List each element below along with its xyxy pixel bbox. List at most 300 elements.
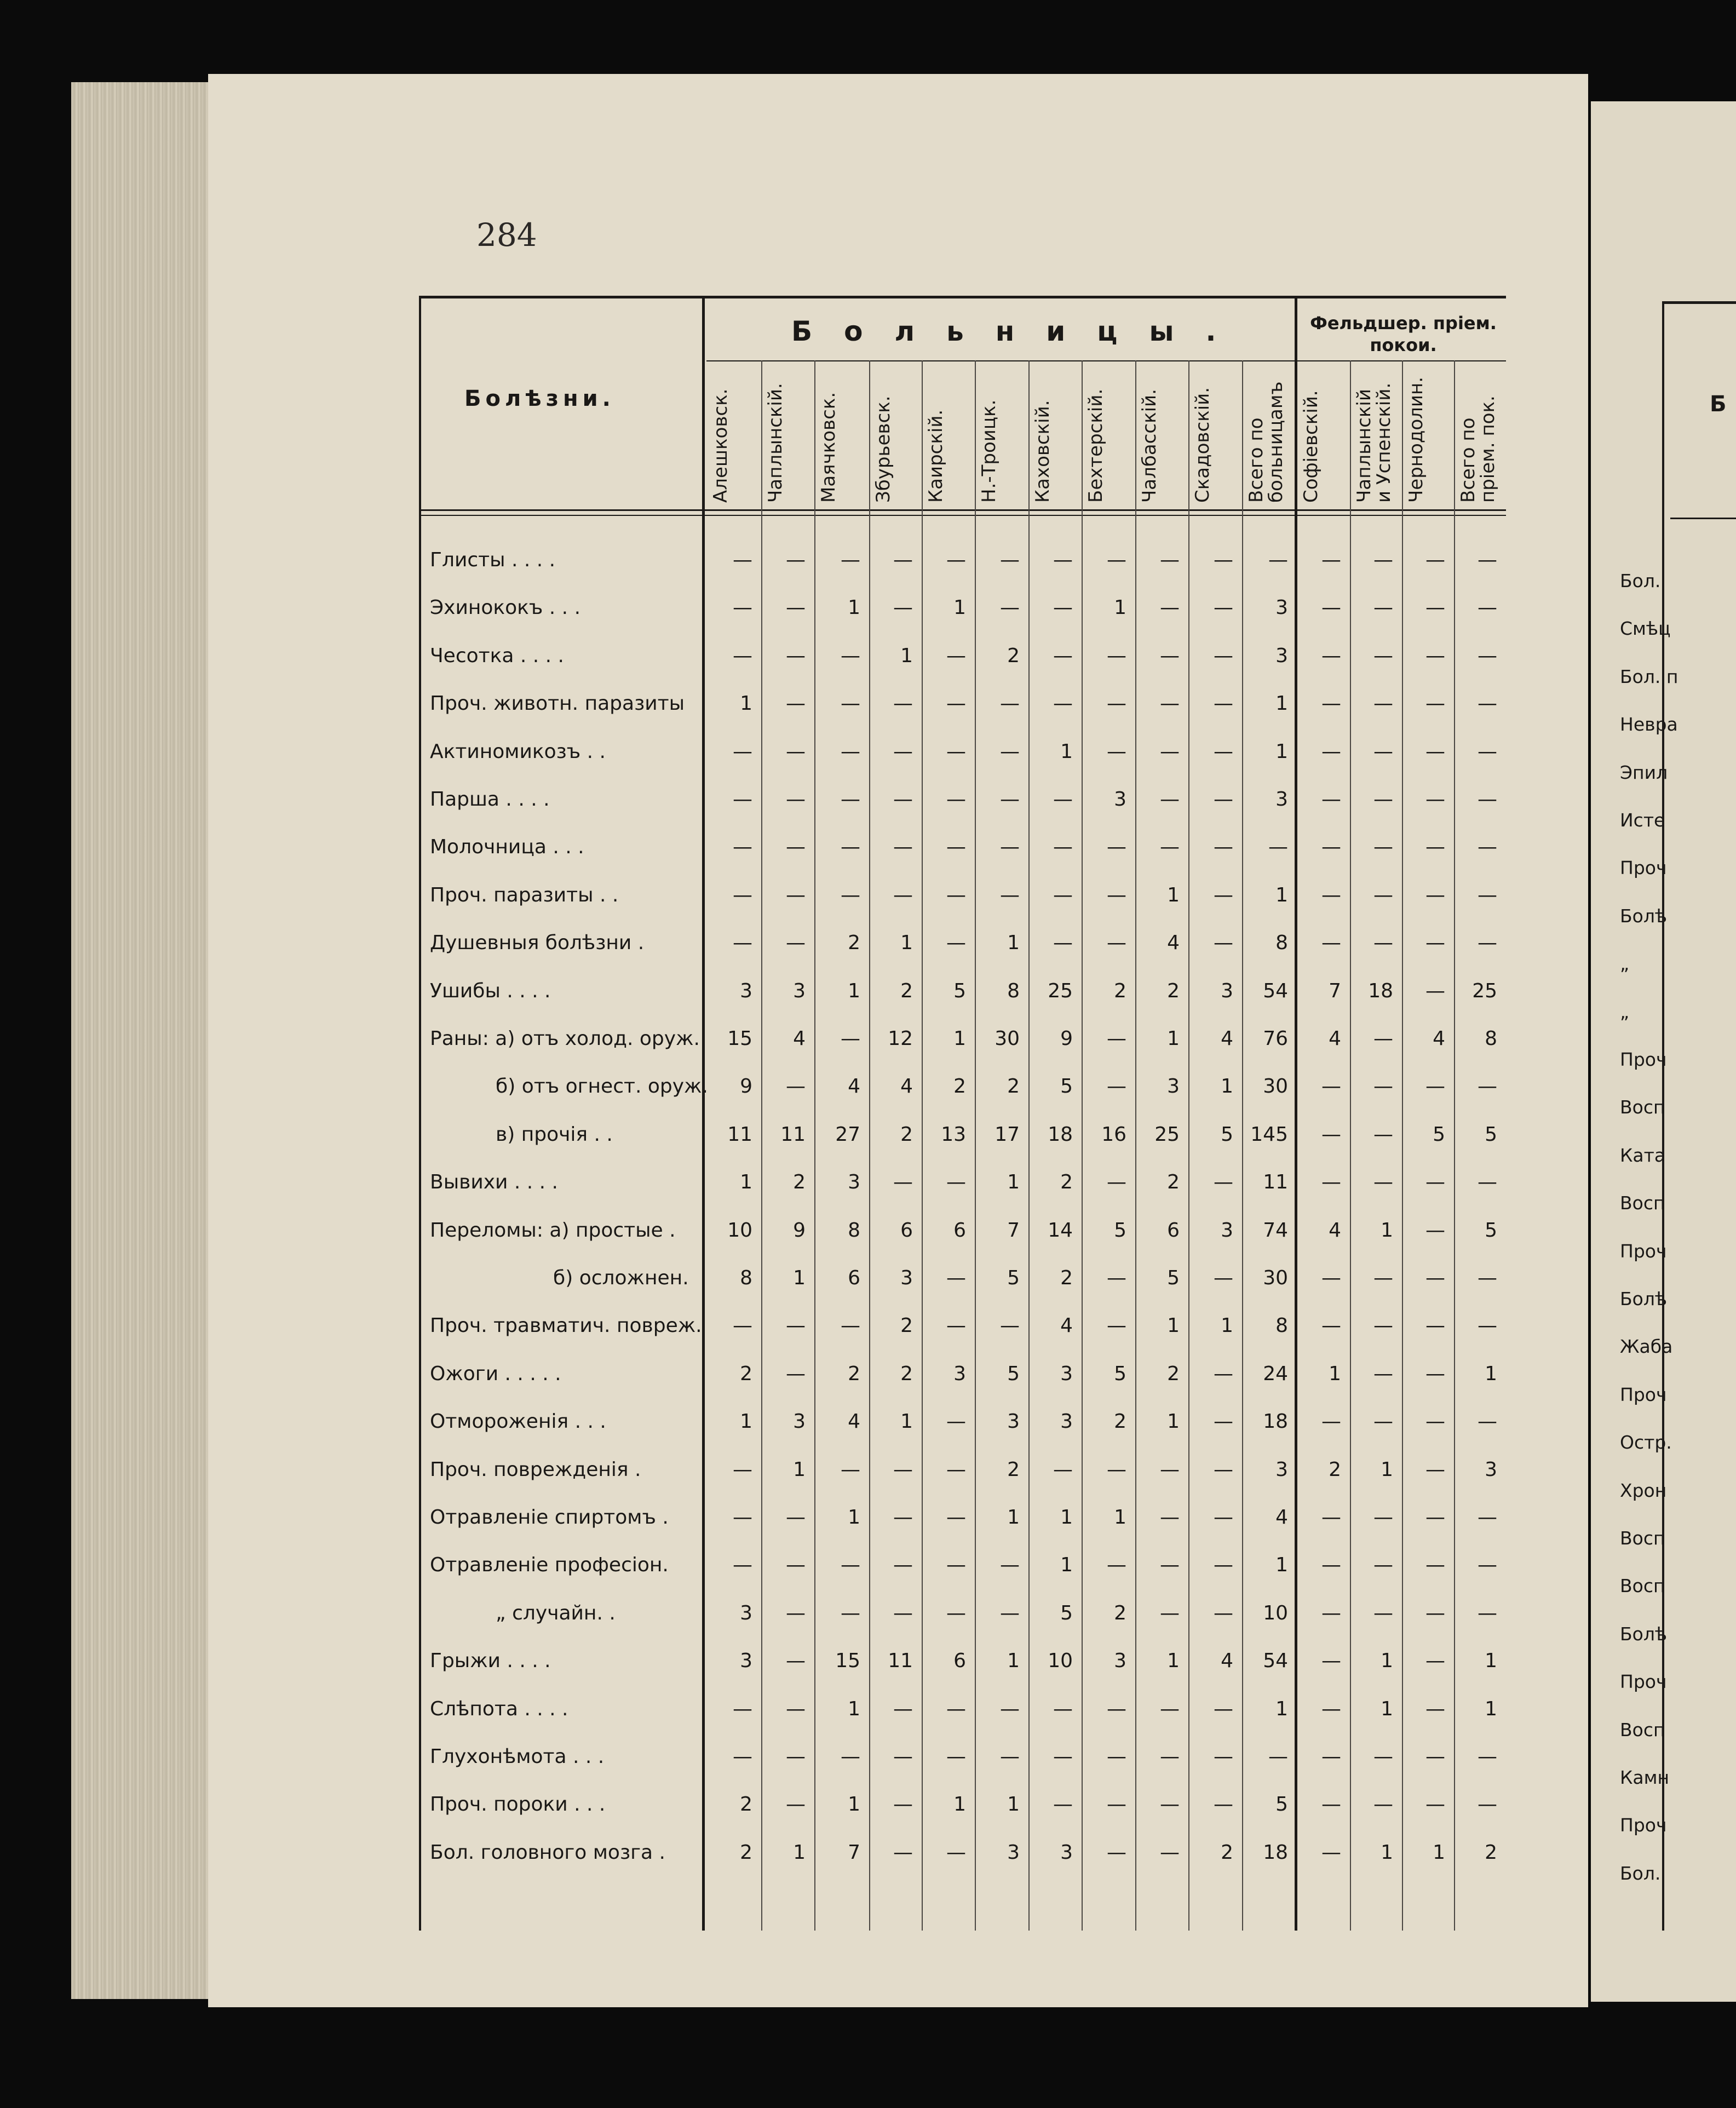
table-cell: — <box>1160 644 1180 667</box>
table-cell: 1 <box>1007 1506 1020 1529</box>
table-cell: 3 <box>1007 1410 1020 1433</box>
table-cell: 4 <box>793 1027 806 1050</box>
table-cell: — <box>1107 1458 1126 1481</box>
table-cell: 1 <box>1381 1697 1393 1720</box>
table-cell: 5 <box>1007 1362 1020 1385</box>
table-cell: — <box>1425 1458 1445 1481</box>
column-header: Каховскій. <box>1032 400 1054 503</box>
table-cell: 3 <box>953 1362 966 1385</box>
table-cell: — <box>1425 1314 1445 1337</box>
table-cell: 1 <box>1275 883 1288 906</box>
table-cell: — <box>1053 644 1073 667</box>
table-cell: 7 <box>1007 1219 1020 1242</box>
column-header: Всего по пріем. пок. <box>1457 395 1499 503</box>
table-cell: 3 <box>793 1410 806 1433</box>
table-cell: 2 <box>1167 1362 1180 1385</box>
table-cell: 4 <box>848 1075 860 1098</box>
row-label: в) прочія . . <box>496 1123 613 1146</box>
table-cell: — <box>786 740 806 763</box>
column-rule-13 <box>1402 360 1403 1931</box>
table-cell: — <box>1107 1314 1126 1337</box>
table-cell: — <box>786 692 806 715</box>
table-cell: — <box>946 883 966 906</box>
table-cell: 25 <box>1154 1123 1180 1146</box>
table-cell: — <box>893 1745 913 1768</box>
right-page-row-label: Восп <box>1620 1719 1665 1741</box>
table-cell: 2 <box>848 1362 860 1385</box>
table-cell: 9 <box>793 1219 806 1242</box>
table-cell: — <box>946 1458 966 1481</box>
table-cell: 1 <box>1007 1171 1020 1194</box>
table-cell: 1 <box>953 596 966 619</box>
table-cell: — <box>1160 788 1180 811</box>
column-rule-9 <box>1188 360 1189 1931</box>
table-cell: 3 <box>848 1171 860 1194</box>
table-cell: — <box>1107 836 1126 859</box>
table-cell: 1 <box>793 1841 806 1864</box>
column-rule-10 <box>1242 360 1243 1931</box>
table-cell: — <box>841 1458 860 1481</box>
table-cell: — <box>1478 740 1497 763</box>
table-cell: 1 <box>740 692 752 715</box>
right-page-row-label: Ката <box>1620 1144 1666 1166</box>
table-cell: 6 <box>1167 1219 1180 1242</box>
table-cell: — <box>1373 883 1393 906</box>
table-cell: — <box>1160 1458 1180 1481</box>
table-cell: — <box>893 740 913 763</box>
table-cell: — <box>946 1506 966 1529</box>
right-page-row-label: Восп <box>1620 1192 1665 1214</box>
row-label: Чесотка . . . . <box>430 644 564 667</box>
table-cell: — <box>946 1745 966 1768</box>
table-cell: 3 <box>1114 788 1126 811</box>
table-cell: — <box>1214 1458 1233 1481</box>
table-cell: 5 <box>953 979 966 1002</box>
table-cell: 1 <box>1329 1362 1341 1385</box>
table-cell: — <box>1107 883 1126 906</box>
row-label: Ожоги . . . . . <box>430 1362 561 1385</box>
table-cell: 4 <box>1167 932 1180 955</box>
row-label: Вывихи . . . . <box>430 1171 558 1194</box>
table-cell: 1 <box>1485 1697 1497 1720</box>
right-page-row-label: Проч <box>1620 1671 1667 1693</box>
table-cell: — <box>1000 788 1020 811</box>
table-cell: — <box>1373 740 1393 763</box>
table-cell: 1 <box>953 1027 966 1050</box>
table-cell: 8 <box>848 1219 860 1242</box>
table-cell: — <box>1321 692 1341 715</box>
table-cell: — <box>841 1027 860 1050</box>
column-rule-2 <box>814 360 815 1931</box>
table-cell: — <box>1425 1506 1445 1529</box>
table-cell: — <box>893 1506 913 1529</box>
table-cell: 4 <box>1329 1027 1341 1050</box>
table-cell: 5 <box>1114 1219 1126 1242</box>
table-cell: — <box>1425 1410 1445 1433</box>
table-cell: — <box>893 788 913 811</box>
table-cell: — <box>1321 1554 1341 1577</box>
table-cell: — <box>946 1171 966 1194</box>
table-cell: 2 <box>1167 979 1180 1002</box>
column-rule-14 <box>1454 360 1455 1931</box>
table-cell: — <box>1214 1793 1233 1816</box>
table-cell: — <box>1160 692 1180 715</box>
table-cell: — <box>1425 1793 1445 1816</box>
table-cell: — <box>946 549 966 571</box>
table-cell: 11 <box>780 1123 806 1146</box>
table-cell: — <box>1373 1601 1393 1624</box>
table-cell: — <box>841 883 860 906</box>
table-cell: 1 <box>848 1793 860 1816</box>
table-cell: 2 <box>900 1123 913 1146</box>
table-cell: — <box>1053 1745 1073 1768</box>
table-cell: — <box>1107 1745 1126 1768</box>
table-cell: — <box>1425 1601 1445 1624</box>
table-cell: — <box>1107 740 1126 763</box>
column-rule-8 <box>1135 360 1136 1931</box>
table-cell: 1 <box>1167 1650 1180 1673</box>
right-page-row-label: Бол. <box>1620 570 1661 591</box>
column-header: Маячковск. <box>818 392 840 503</box>
table-cell: 2 <box>900 979 913 1002</box>
table-cell: — <box>1373 1362 1393 1385</box>
table-cell: 1 <box>740 1171 752 1194</box>
table-cell: 2 <box>740 1841 752 1864</box>
table-cell: 4 <box>1275 1506 1288 1529</box>
table-cell: — <box>1478 1601 1497 1624</box>
group-subheader-rule <box>706 360 1506 361</box>
right-page-row-label: Камн <box>1620 1767 1670 1788</box>
table-cell: — <box>946 932 966 955</box>
right-page-row-label: Болѣ <box>1620 1288 1668 1309</box>
table-cell: 5 <box>1167 1267 1180 1289</box>
table-cell: 1 <box>900 932 913 955</box>
table-cell: — <box>786 549 806 571</box>
table-cell: — <box>1321 1506 1341 1529</box>
table-cell: — <box>1425 1554 1445 1577</box>
table-cell: — <box>1053 1793 1073 1816</box>
table-cell: — <box>1268 836 1288 859</box>
table-cell: 1 <box>1167 883 1180 906</box>
table-left-rule <box>419 296 421 1931</box>
group-divider-rule <box>1295 296 1297 1931</box>
column-header: Чаплынскій и Успенскій. <box>1353 382 1395 503</box>
table-cell: — <box>1373 1506 1393 1529</box>
row-label: Глисты . . . . <box>430 549 556 571</box>
table-cell: — <box>946 1697 966 1720</box>
table-cell: — <box>1478 1267 1497 1289</box>
table-cell: 15 <box>727 1027 752 1050</box>
table-cell: — <box>1321 596 1341 619</box>
table-cell: 74 <box>1263 1219 1288 1242</box>
table-cell: — <box>893 1171 913 1194</box>
table-cell: — <box>1321 1314 1341 1337</box>
table-cell: — <box>1107 1793 1126 1816</box>
table-cell: — <box>1321 932 1341 955</box>
right-page-row-label: Исте <box>1620 809 1665 831</box>
table-cell: — <box>1425 1745 1445 1768</box>
row-label: Актиномикозъ . . <box>430 740 606 763</box>
table-cell: 1 <box>900 644 913 667</box>
table-cell: — <box>1321 1123 1341 1146</box>
table-cell: 11 <box>1263 1171 1288 1194</box>
table-cell: 3 <box>900 1267 913 1289</box>
right-page-row-label: Невра <box>1620 714 1678 736</box>
table-cell: 4 <box>1221 1650 1233 1673</box>
table-cell: — <box>1478 692 1497 715</box>
table-cell: — <box>733 549 752 571</box>
table-cell: 3 <box>793 979 806 1002</box>
table-cell: 2 <box>1114 979 1126 1002</box>
table-cell: — <box>1425 1362 1445 1385</box>
table-cell: — <box>1321 883 1341 906</box>
table-cell: — <box>946 1314 966 1337</box>
table-cell: 1 <box>900 1410 913 1433</box>
table-cell: 12 <box>888 1027 913 1050</box>
table-cell: 2 <box>1114 1410 1126 1433</box>
table-cell: 3 <box>1221 979 1233 1002</box>
table-cell: 2 <box>1221 1841 1233 1864</box>
right-page-row-label: Восп <box>1620 1575 1665 1597</box>
right-page-header-letter: Б <box>1710 392 1727 417</box>
table-cell: — <box>1321 644 1341 667</box>
table-cell: 3 <box>1007 1841 1020 1864</box>
table-cell: — <box>1373 549 1393 571</box>
table-cell: — <box>1478 836 1497 859</box>
table-cell: — <box>841 549 860 571</box>
table-cell: — <box>841 1314 860 1337</box>
column-header: Всего по больницамъ <box>1245 381 1287 503</box>
row-label: „ случайн. . <box>496 1601 616 1624</box>
table-cell: — <box>733 644 752 667</box>
table-cell: — <box>786 1697 806 1720</box>
table-cell: 1 <box>1275 1697 1288 1720</box>
table-cell: — <box>893 692 913 715</box>
table-cell: 1 <box>1167 1410 1180 1433</box>
table-cell: 8 <box>740 1267 752 1289</box>
table-cell: — <box>786 836 806 859</box>
table-cell: — <box>1373 1793 1393 1816</box>
table-cell: 1 <box>1381 1458 1393 1481</box>
table-cell: — <box>841 788 860 811</box>
table-cell: — <box>1425 836 1445 859</box>
table-cell: 1 <box>1485 1362 1497 1385</box>
right-page-row-label: „ <box>1620 1001 1630 1023</box>
row-label: Грыжи . . . . <box>430 1650 551 1673</box>
column-rule-6 <box>1028 360 1030 1931</box>
table-cell: — <box>733 932 752 955</box>
table-cell: 3 <box>740 1650 752 1673</box>
table-cell: — <box>1321 1171 1341 1194</box>
row-label: Проч. животн. паразиты <box>430 692 685 715</box>
table-cell: — <box>786 596 806 619</box>
table-cell: — <box>1425 1267 1445 1289</box>
table-cell: 1 <box>1007 1650 1020 1673</box>
table-cell: — <box>1425 644 1445 667</box>
row-label: Глухонѣмота . . . <box>430 1745 605 1768</box>
row-label: Парша . . . . <box>430 788 550 811</box>
table-cell: 2 <box>1007 1458 1020 1481</box>
table-cell: — <box>1214 883 1233 906</box>
table-cell: — <box>1214 692 1233 715</box>
column-header: Алешковск. <box>710 388 732 503</box>
table-cell: — <box>1000 549 1020 571</box>
table-cell: — <box>786 788 806 811</box>
table-cell: — <box>1373 1410 1393 1433</box>
table-cell: 4 <box>900 1075 913 1098</box>
row-label: Раны: а) отъ холод. оруж. <box>430 1027 700 1050</box>
table-cell: — <box>786 1793 806 1816</box>
table-cell: — <box>1373 1171 1393 1194</box>
table-cell: 1 <box>1221 1314 1233 1337</box>
table-cell: — <box>1160 836 1180 859</box>
column-header: Каирскій. <box>925 409 947 503</box>
table-cell: — <box>1321 836 1341 859</box>
table-cell: 5 <box>1485 1219 1497 1242</box>
table-cell: — <box>1425 1075 1445 1098</box>
table-cell: — <box>1321 549 1341 571</box>
table-cell: — <box>1373 1027 1393 1050</box>
row-label: Проч. травматич. повреж. <box>430 1314 702 1337</box>
table-cell: 2 <box>1007 1075 1020 1098</box>
table-cell: 3 <box>740 979 752 1002</box>
table-cell: — <box>946 1554 966 1577</box>
table-cell: — <box>1160 549 1180 571</box>
table-cell: 1 <box>1485 1650 1497 1673</box>
table-cell: 3 <box>1485 1458 1497 1481</box>
table-cell: 1 <box>793 1267 806 1289</box>
table-cell: 27 <box>835 1123 860 1146</box>
right-page-row-label: Проч <box>1620 1814 1667 1836</box>
table-cell: — <box>1425 1219 1445 1242</box>
right-page-row-label: Восп <box>1620 1096 1665 1118</box>
table-cell: — <box>786 1362 806 1385</box>
table-cell: — <box>1053 788 1073 811</box>
table-cell: — <box>1373 1123 1393 1146</box>
right-table-top-rule <box>1662 301 1736 304</box>
table-cell: 1 <box>1381 1650 1393 1673</box>
table-cell: — <box>1000 1601 1020 1624</box>
table-cell: — <box>1373 644 1393 667</box>
table-cell: 1 <box>1275 1554 1288 1577</box>
table-cell: — <box>946 788 966 811</box>
table-cell: — <box>1425 788 1445 811</box>
column-rule-3 <box>869 360 870 1931</box>
right-page-row-label: Бол. <box>1620 1862 1661 1884</box>
table-cell: — <box>1107 1267 1126 1289</box>
table-cell: — <box>893 596 913 619</box>
table-cell: 1 <box>848 979 860 1002</box>
table-cell: — <box>733 1745 752 1768</box>
table-cell: — <box>1107 644 1126 667</box>
table-cell: 11 <box>727 1123 752 1146</box>
table-cell: 4 <box>1221 1027 1233 1050</box>
table-cell: — <box>1478 1554 1497 1577</box>
table-cell: 1 <box>953 1793 966 1816</box>
table-cell: — <box>1425 596 1445 619</box>
table-cell: 8 <box>1007 979 1020 1002</box>
table-cell: — <box>733 1458 752 1481</box>
table-cell: — <box>786 1650 806 1673</box>
table-cell: — <box>1373 1267 1393 1289</box>
table-cell: 4 <box>1329 1219 1341 1242</box>
table-cell: — <box>1373 932 1393 955</box>
right-page-row-label: Болѣ <box>1620 905 1668 927</box>
table-cell: — <box>946 692 966 715</box>
table-cell: 30 <box>1263 1267 1288 1289</box>
table-cell: — <box>946 1601 966 1624</box>
table-cell: — <box>1214 549 1233 571</box>
table-cell: 14 <box>1048 1219 1073 1242</box>
table-cell: — <box>1053 836 1073 859</box>
table-cell: 13 <box>941 1123 966 1146</box>
table-cell: 3 <box>1275 788 1288 811</box>
table-cell: 1 <box>1114 1506 1126 1529</box>
table-cell: — <box>893 1697 913 1720</box>
table-cell: — <box>1214 644 1233 667</box>
table-cell: 2 <box>900 1314 913 1337</box>
column-header: Збурьевск. <box>872 395 894 503</box>
table-cell: 1 <box>1060 1554 1073 1577</box>
table-cell: — <box>786 932 806 955</box>
book-page-edges <box>71 82 219 1999</box>
table-cell: 3 <box>1060 1841 1073 1864</box>
table-cell: 25 <box>1472 979 1497 1002</box>
table-cell: 2 <box>1060 1171 1073 1194</box>
table-cell: 7 <box>1329 979 1341 1002</box>
row-label: Переломы: а) простые . <box>430 1219 676 1242</box>
table-cell: 16 <box>1101 1123 1126 1146</box>
right-page-row-label: Восп <box>1620 1527 1665 1549</box>
table-cell: — <box>1053 1697 1073 1720</box>
table-cell: — <box>1425 979 1445 1002</box>
table-cell: — <box>1373 1075 1393 1098</box>
table-cell: — <box>1321 1410 1341 1433</box>
table-cell: — <box>1107 1171 1126 1194</box>
table-cell: — <box>1478 1793 1497 1816</box>
table-cell: — <box>733 883 752 906</box>
table-cell: — <box>786 1075 806 1098</box>
table-cell: — <box>1160 1745 1180 1768</box>
table-cell: — <box>841 692 860 715</box>
table-cell: — <box>1214 1697 1233 1720</box>
table-cell: — <box>893 1841 913 1864</box>
table-cell: 1 <box>1060 1506 1073 1529</box>
table-cell: — <box>893 883 913 906</box>
table-cell: — <box>1425 1650 1445 1673</box>
table-cell: — <box>1478 549 1497 571</box>
right-page-row-label: Проч <box>1620 1049 1667 1070</box>
table-cell: — <box>1478 932 1497 955</box>
row-label: Слѣпота . . . . <box>430 1697 568 1720</box>
table-cell: — <box>1321 1841 1341 1864</box>
table-cell: — <box>946 836 966 859</box>
table-cell: — <box>1373 596 1393 619</box>
table-cell: 1 <box>793 1458 806 1481</box>
table-cell: — <box>1214 836 1233 859</box>
table-cell: 3 <box>1114 1650 1126 1673</box>
table-cell: — <box>1053 883 1073 906</box>
table-cell: — <box>841 1601 860 1624</box>
table-cell: — <box>733 1554 752 1577</box>
table-cell: — <box>1478 1410 1497 1433</box>
table-cell: 30 <box>1263 1075 1288 1098</box>
table-cell: — <box>1160 1793 1180 1816</box>
table-cell: — <box>1214 1171 1233 1194</box>
table-cell: — <box>1000 1745 1020 1768</box>
table-cell: — <box>1478 644 1497 667</box>
column-rule-5 <box>975 360 976 1931</box>
